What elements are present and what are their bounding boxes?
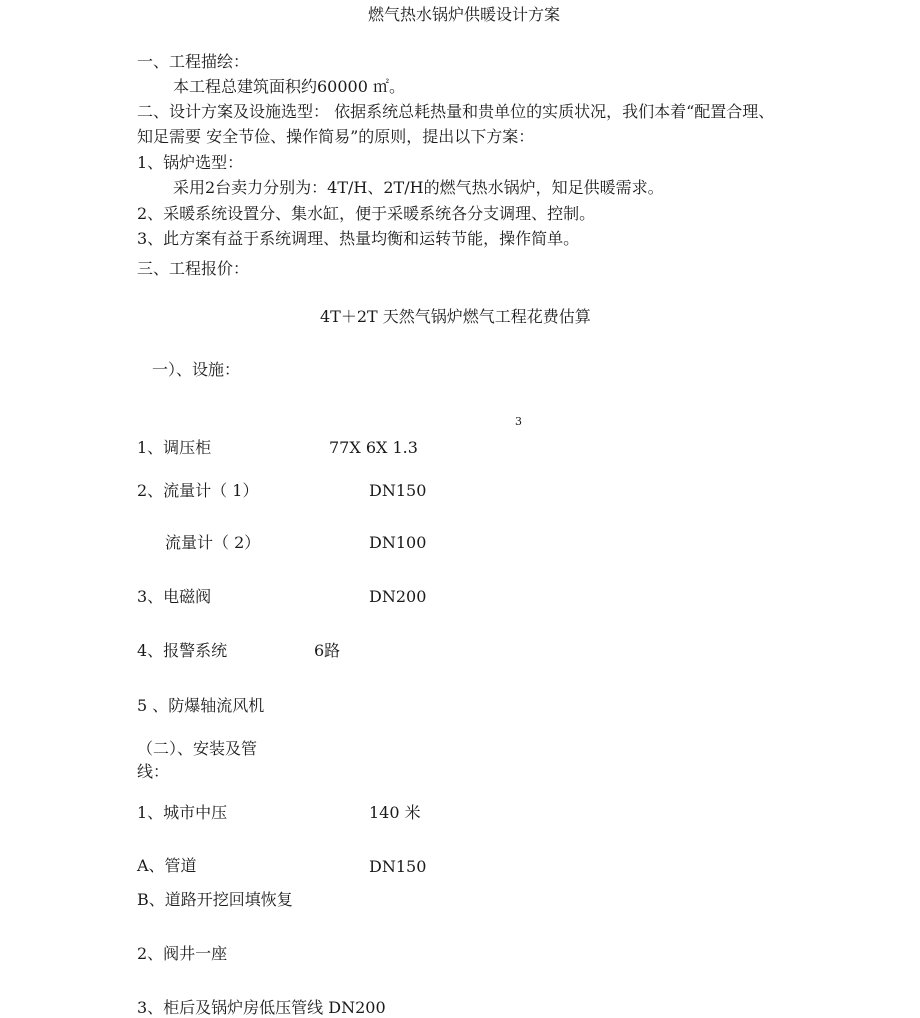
- equipment-value: DN150: [369, 481, 427, 500]
- equipment-label: 4、报警系统: [137, 641, 228, 660]
- equipment-label: 2、流量计（ 1）: [137, 481, 259, 500]
- install-label: 3、柜后及锅炉房低压管线 DN200: [137, 998, 386, 1017]
- item-3: 3、此方案有益于系统调理、热量均衡和运转节能，操作简单。: [137, 229, 580, 248]
- section-2-line-2: 知足需要 安全节俭、操作简易”的原则，提出以下方案：: [137, 127, 535, 146]
- equipment-value: 6路: [314, 641, 341, 660]
- equipment-value: DN100: [369, 533, 427, 552]
- section-1-heading: 一、工程描绘：: [137, 52, 250, 71]
- equipment-label: 5 、防爆轴流风机: [137, 696, 265, 715]
- estimate-title: 4T＋2T 天然气锅炉燃气工程花费估算: [320, 307, 591, 326]
- equipment-value: DN200: [369, 587, 427, 606]
- equipment-label: 流量计（ 2）: [165, 533, 261, 552]
- equipment-label: 1、调压柜: [137, 438, 212, 457]
- install-heading-line-1: （二）、安装及管: [137, 739, 258, 758]
- install-label: A、管道: [137, 856, 197, 875]
- item-1-body: 采用2台卖力分别为：4T/H、2T/H的燃气热水锅炉，知足供暖需求。: [173, 178, 664, 197]
- section-1-body: 本工程总建筑面积约60000 ㎡。: [173, 77, 405, 96]
- document-title: 燃气热水锅炉供暖设计方案: [368, 5, 561, 24]
- install-heading-line-2: 线：: [137, 762, 170, 781]
- install-label: 1、城市中压: [137, 803, 228, 822]
- equipment-label: 3、电磁阀: [137, 587, 212, 606]
- equipment-heading: 一）、设施：: [152, 360, 241, 379]
- section-3-heading: 三、工程报价：: [137, 259, 250, 278]
- equipment-value: 77X 6X 1.3: [329, 438, 418, 457]
- item-2: 2、采暖系统设置分、集水缸，便于采暖系统各分支调理、控制。: [137, 204, 596, 223]
- section-2-line-1: 二、设计方案及设施选型： 依据系统总耗热量和贵单位的实质状况，我们本着“配置合理、: [137, 102, 775, 121]
- install-value: DN150: [369, 857, 427, 876]
- install-label: B、道路开挖回填恢复: [137, 890, 293, 909]
- install-label: 2、阀井一座: [137, 944, 228, 963]
- item-1-heading: 1、锅炉选型：: [137, 153, 244, 172]
- superscript-3: 3: [515, 415, 522, 428]
- install-value: 140 米: [369, 803, 421, 822]
